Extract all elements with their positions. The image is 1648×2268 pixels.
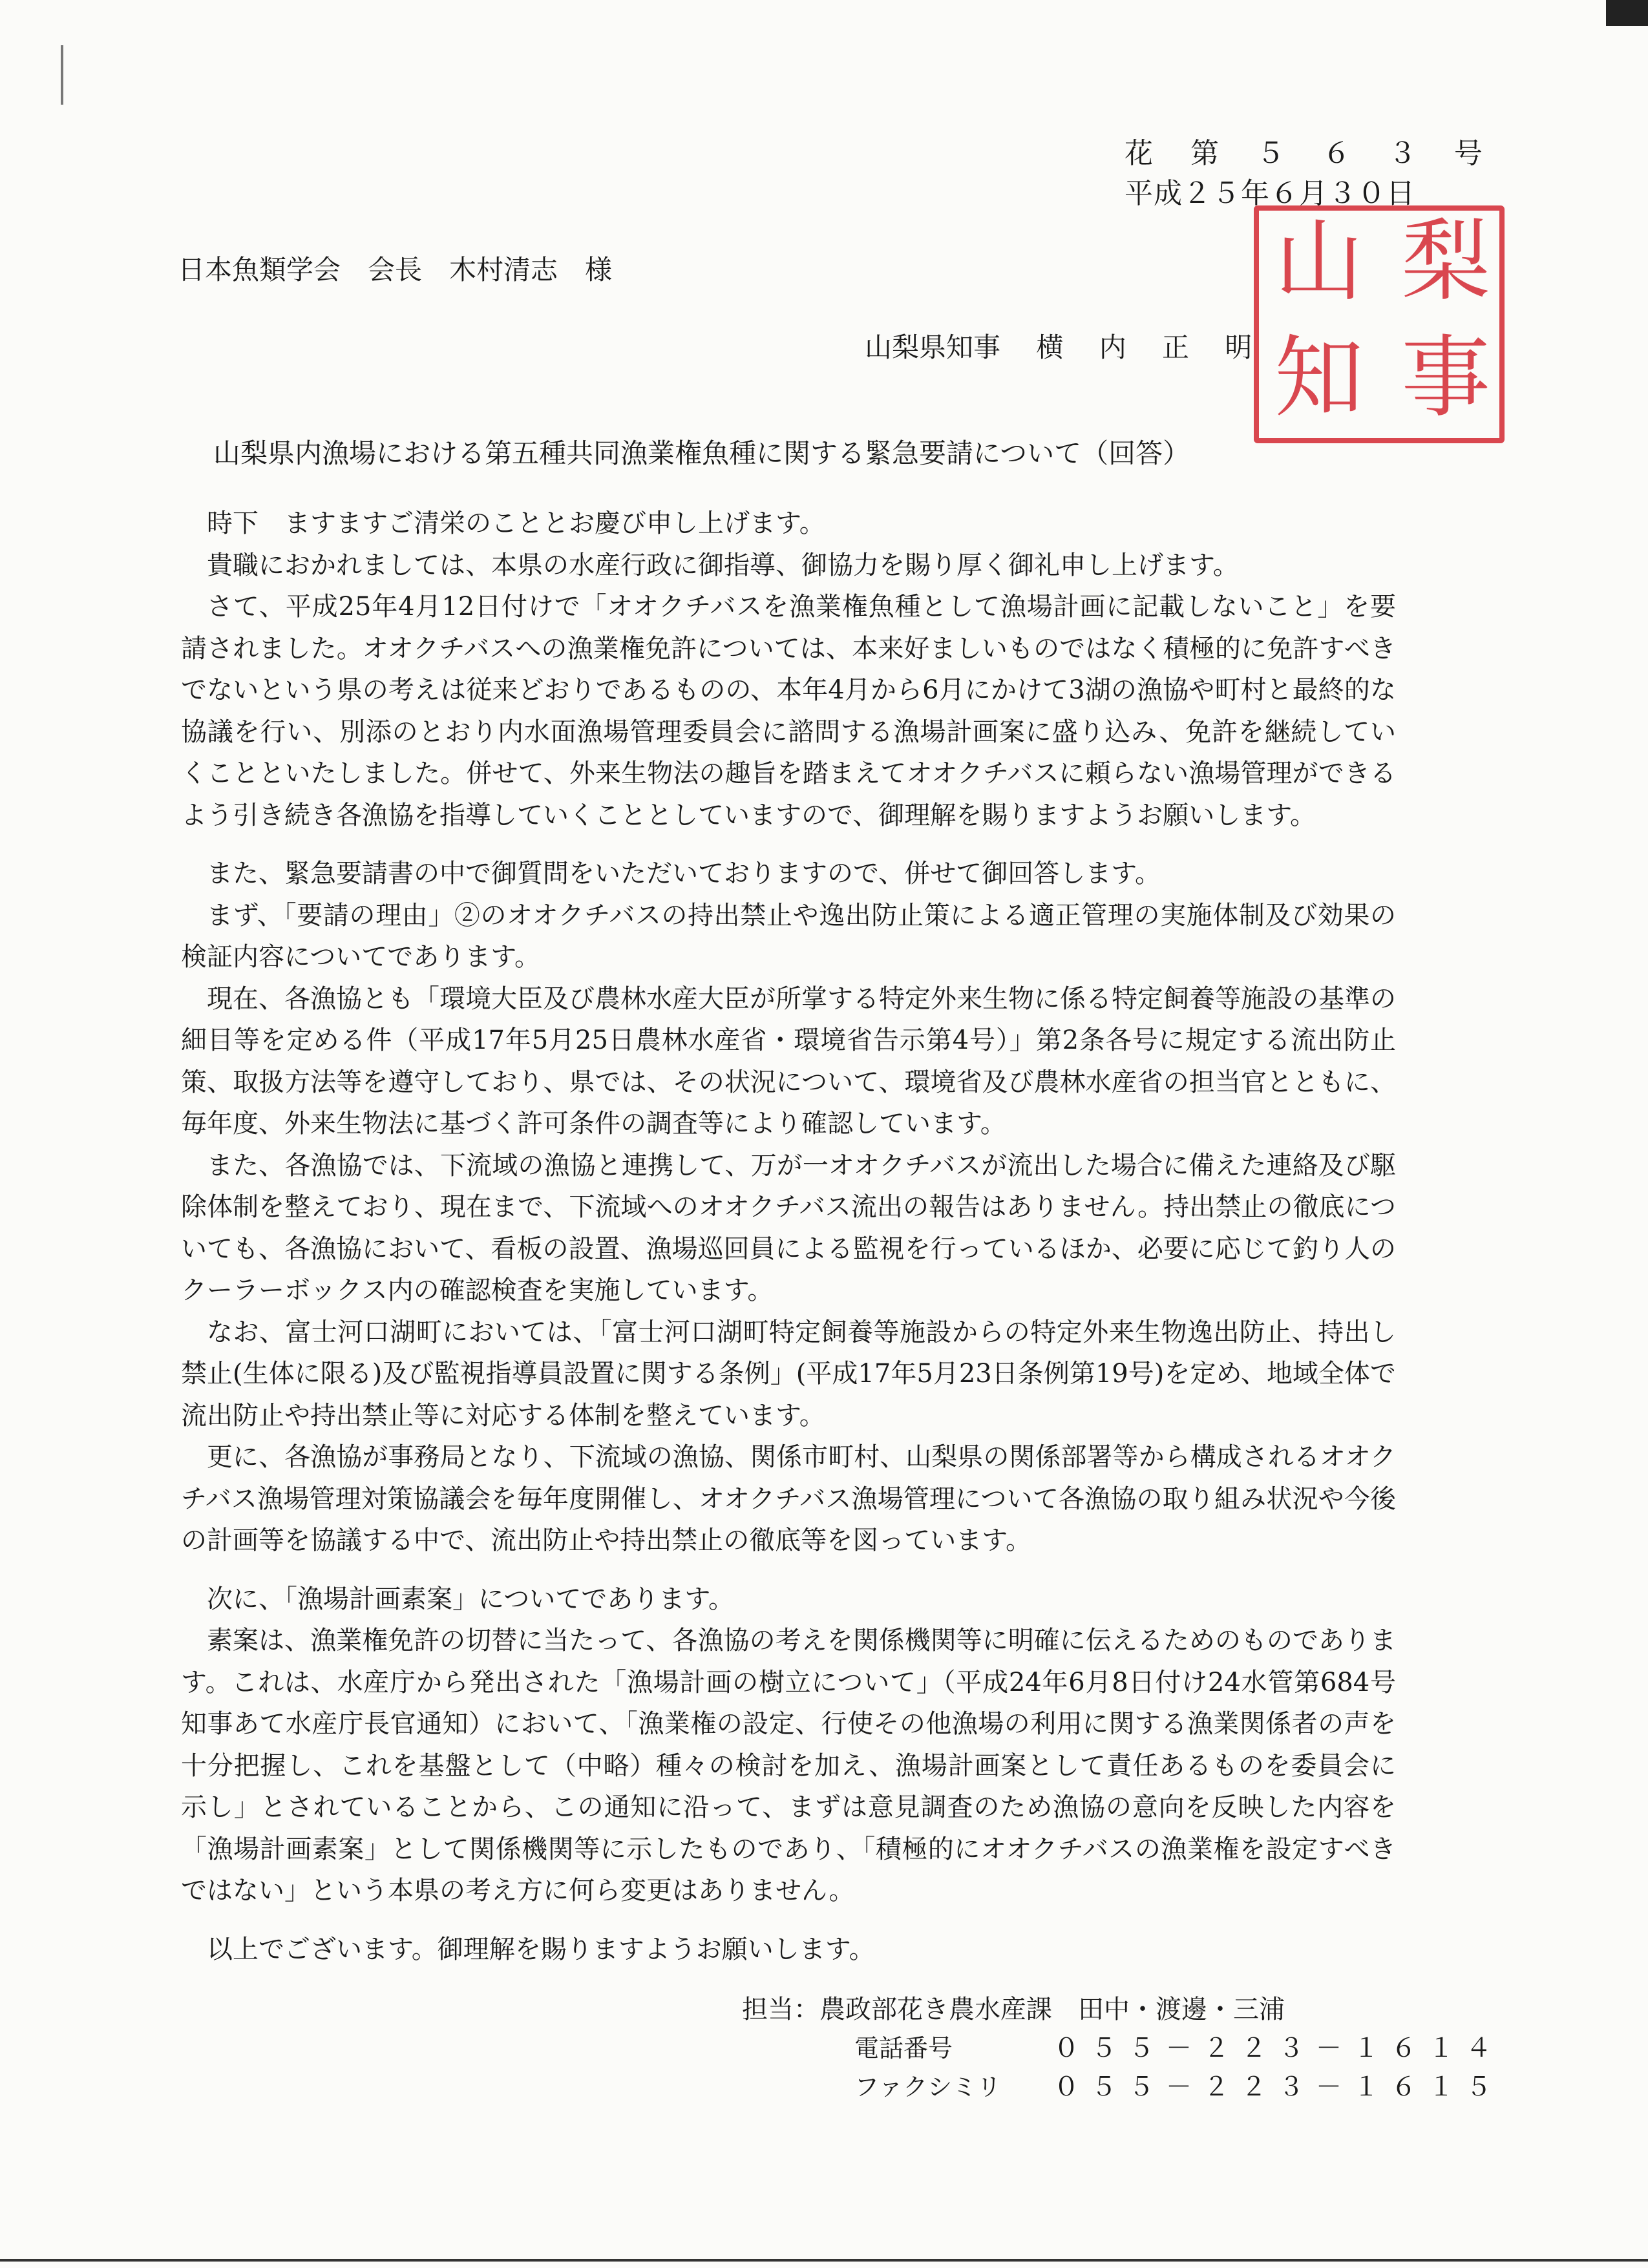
document-date: 平成２５年６月３０日 [1125,177,1415,210]
addressee: 日本魚類学会 会長 木村清志 様 [178,254,613,286]
paragraph: さて、平成25年4月12日付けで「オオクチバスを漁業権魚種として漁場計画に記載しないこと」を要請されました。オオクチバスへの漁業権免許については、本来好ましいものではなく積極的に免許すべきでないという県の考えは従来どおりであるものの、本年4月から6月にかけて3湖の漁協や町村と最終的な協議を行い、別添のとおり内水面漁場管理委員会に諮問する漁場計画案に盛り込み、免許を継続していくことといたしました。併せて、外来生物法の趣旨を踏まえてオオクチバスに頼らない漁場管理ができるよう引き続き各漁協を指導していくこととしていますので、御理解を賜りますようお願いします。 [181,592,1396,830]
paragraph: また、緊急要請書の中で御質問をいただいておりますので、併せて御回答します。 [207,859,1161,888]
paragraph: 時下 ますますご清栄のこととお慶び申し上げます。 [207,509,825,538]
letter-body [181,503,1396,1970]
paragraph: 素案は、漁業権免許の切替に当たって、各漁協の考えを関係機関等に明確に伝えるためのものであります。これは、水産庁から発出された「漁場計画の樹立について」（平成24年6月8日付け24水管第684号 知事あて水産庁長官通知）において、「漁業権の設定、行使その他漁場の利用に関する漁業関係者の声を十分把握し、これを基盤として（中略）種々の検討を加え、漁場計画案として責任あるものを委員会に示し」とされていることから、この通知に沿って、まずは意見調査のため漁協の意向を反映した内容を「漁場計画素案」として関係機関等に示したものであり、「積極的にオオクチバスの漁業権を設定すべきではない」という本県の考え方に何ら変更はありません。 [181,1626,1396,1906]
phone-number: ０５５－２２３－１６１４ [1053,2033,1503,2063]
paragraph: また、各漁協では、下流域の漁協と連携して、万が一オオクチバスが流出した場合に備えた連絡及び駆除体制を整えており、現在まで、下流域へのオオクチバス流出の報告はありません。持出禁止の徹底についても、各漁協において、看板の設置、漁場巡回員による監視を行っているほか、必要に応じて釣り人のクーラーボックス内の確認検査を実施しています。 [181,1150,1396,1305]
scan-edge-line [0,2259,1648,2262]
paragraph: 以上でございます。御理解を賜りますようお願いします。 [207,1934,875,1964]
paragraph: 次に、「漁場計画素案」についてであります。 [207,1584,734,1614]
scan-mark-left [61,45,63,105]
paragraph: 現在、各漁協とも「環境大臣及び農林水産大臣が所掌する特定外来生物に係る特定飼養等施設の基準の細目等を定める件（平成17年5月25日農林水産省・環境省告示第4号）」第2条各号に規定する流出防止策、取扱方法等を遵守しており、県では、その状況について、環境省及び農林水産省の担当官とともに、毎年度、外来生物法に基づく許可条件の調査等により確認しています。 [181,983,1396,1139]
seal-char: 山 [1274,209,1364,313]
seal-char: 梨 [1400,209,1490,313]
paragraph: 更に、各漁協が事務局となり、下流域の漁協、関係市町村、山梨県の関係部署等から構成されるオオクチバス漁場管理対策協議会を毎年度開催し、オオクチバス漁場管理について各漁協の取り組み状況や今後の計画等を協議する中で、流出防止や持出禁止の徹底等を図っています。 [181,1442,1396,1555]
official-seal [1254,205,1505,443]
paragraph: まず、「要請の理由」②のオオクチバスの持出禁止や逸出防止策による適正管理の実施体制及び効果の検証内容についてであります。 [181,900,1396,972]
seal-char: 知 [1274,326,1364,430]
fax-number: ０５５－２２３－１６１５ [1053,2072,1503,2102]
paragraph: 貴職におかれましては、本県の水産行政に御指導、御協力を賜り厚く御礼申し上げます。 [207,550,1239,580]
sender: 山梨県知事 横 内 正 明 [865,331,1252,363]
subject-line: 山梨県内漁場における第五種共同漁業権魚種に関する緊急要請について（回答） [213,437,1190,469]
fax-label: ファクシミリ [854,2073,1002,2101]
document-number: 花 第 ５ ６ ３ 号 [1125,137,1497,170]
contact-person: 担当：農政部花き農水産課 田中・渡邊・三浦 [742,1995,1285,2024]
seal-char: 事 [1400,326,1490,430]
scan-mark-corner [1606,0,1648,26]
paragraph: なお、富士河口湖町においては、「富士河口湖町特定飼養等施設からの特定外来生物逸出防止、持出し禁止(生体に限る)及び監視指導員設置に関する条例」(平成17年5月23日条例第19号)を定め、地域全体で流出防止や持出禁止等に対応する体制を整えています。 [181,1317,1396,1431]
phone-label: 電話番号 [854,2034,953,2063]
